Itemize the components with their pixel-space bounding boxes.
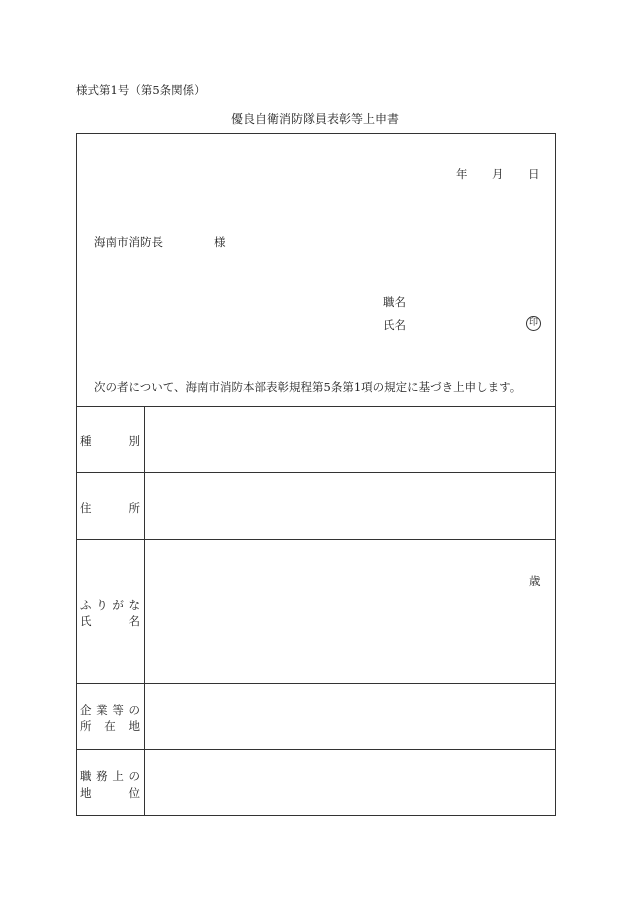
company-address-field[interactable]	[146, 685, 554, 748]
company-label-line1: 企 業 等 の	[80, 703, 140, 717]
divider-category	[76, 472, 556, 473]
divider-header	[76, 406, 556, 407]
category-label: 種 別	[80, 434, 140, 448]
position-label: 職名	[383, 295, 406, 309]
category-field[interactable]	[146, 408, 554, 471]
address-field[interactable]	[146, 474, 554, 538]
divider-address	[76, 539, 556, 540]
position-field[interactable]	[410, 292, 550, 308]
job-title-field[interactable]	[146, 751, 554, 814]
job-title-label-line1: 職 務 上 の	[80, 769, 140, 783]
job-title-label-line2: 地 位	[80, 786, 140, 800]
divider-name	[76, 683, 556, 684]
document-title: 優良自衛消防隊員表彰等上申書	[230, 112, 399, 126]
date-year[interactable]: 年	[456, 167, 468, 181]
statement-text: 次の者について、海南市消防本部表彰規程第5条第1項の規定に基づき上申します。	[94, 380, 522, 394]
divider-company	[76, 749, 556, 750]
addressee-name: 海南市消防長	[94, 235, 163, 249]
applicant-name-field[interactable]	[410, 315, 520, 331]
company-label-line2: 所 在 地	[80, 719, 140, 733]
address-label: 住 所	[80, 501, 140, 515]
label-column-divider	[144, 407, 145, 816]
name-field[interactable]	[146, 541, 554, 682]
name-row-label: 氏 名	[80, 614, 140, 628]
date-day[interactable]: 日	[528, 167, 540, 181]
age-unit: 歳	[529, 574, 541, 588]
addressee-honorific: 様	[214, 235, 226, 249]
name-label: 氏名	[383, 318, 406, 332]
furigana-label: ふ り が な	[80, 598, 140, 612]
seal-mark: 印	[526, 316, 541, 331]
date-month[interactable]: 月	[492, 167, 504, 181]
form-number: 様式第1号（第5条関係）	[76, 83, 206, 97]
